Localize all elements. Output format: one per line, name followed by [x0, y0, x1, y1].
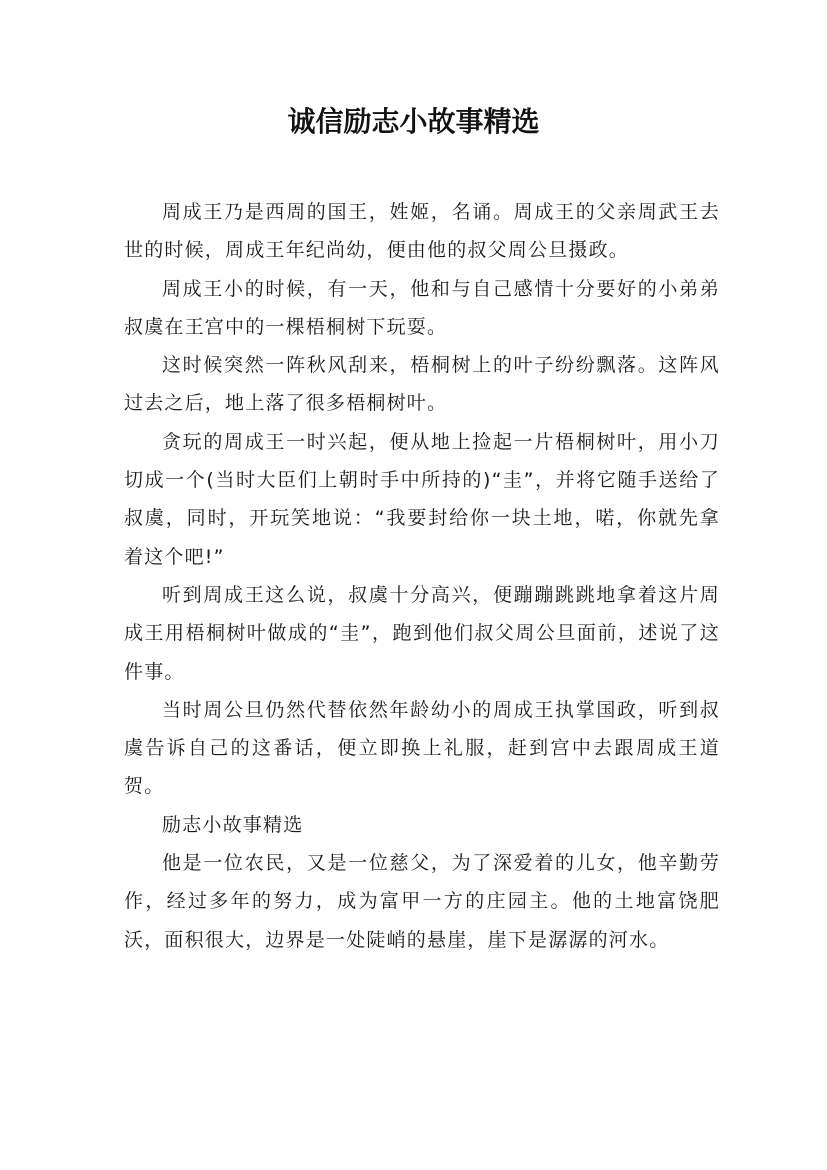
document-title: 诚信励志小故事精选	[287, 105, 540, 138]
document-body	[124, 193, 720, 959]
paragraph: 这时候突然一阵秋风刮来，梧桐树上的叶子纷纷飘落。这阵风过去之后，地上落了很多梧桐树叶。	[124, 354, 720, 415]
paragraph: 贪玩的周成王一时兴起，便从地上捡起一片梧桐树叶，用小刀切成一个(当时大臣们上朝时手中所持的)“圭”，并将它随手送给了叔虞，同时，开玩笑地说：“我要封给你一块土地，喏，你就先拿着这个吧!”	[124, 430, 720, 568]
paragraph: 他是一位农民，又是一位慈父，为了深爱着的儿女，他辛勤劳作，经过多年的努力，成为富甲一方的庄园主。他的土地富饶肥沃，面积很大，边界是一处陡峭的悬崖，崖下是潺潺的河水。	[124, 852, 720, 951]
paragraph: 听到周成王这么说，叔虞十分高兴，便蹦蹦跳跳地拿着这片周成王用梧桐树叶做成的“圭”，跑到他们叔父周公旦面前，述说了这件事。	[124, 583, 720, 683]
section-heading: 励志小故事精选	[162, 813, 304, 836]
paragraph: 周成王小的时候，有一天，他和与自己感情十分要好的小弟弟叔虞在王宫中的一棵梧桐树下玩耍。	[124, 277, 720, 338]
paragraph: 当时周公旦仍然代替依然年龄幼小的周成王执掌国政，听到叔虞告诉自己的这番话，便立即换上礼服，赶到宫中去跟周成王道贺。	[124, 698, 720, 798]
paragraph: 周成王乃是西周的国王，姓姬，名诵。周成王的父亲周武王去世的时候，周成王年纪尚幼，便由他的叔父周公旦摄政。	[124, 201, 720, 262]
